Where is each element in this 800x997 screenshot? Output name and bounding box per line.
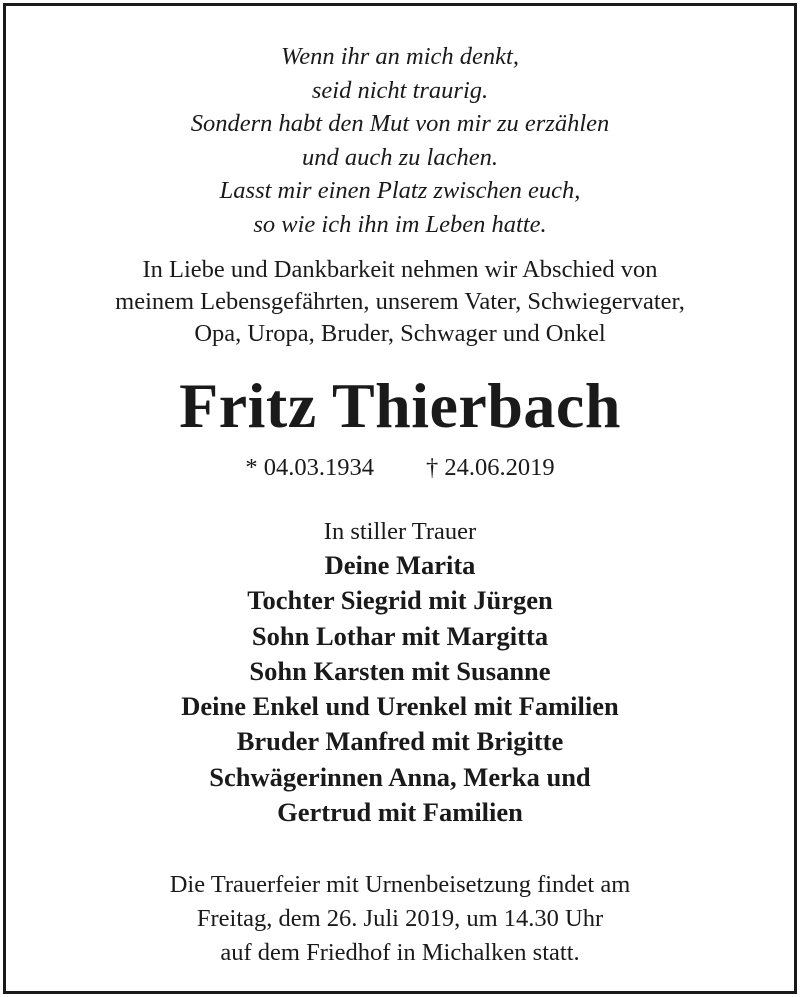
- intro-line: meinem Lebensgefährten, unserem Vater, Schwiegervater,: [115, 288, 685, 315]
- mourning-label: In stiller Trauer: [323, 518, 477, 545]
- service-line: Freitag, dem 26. Juli 2019, um 14.30 Uhr: [196, 905, 604, 932]
- deceased-name: Fritz Thierbach: [179, 370, 621, 441]
- birth-date: * 04.03.1934: [245, 454, 374, 481]
- mourner-line: Deine Marita: [324, 550, 476, 580]
- life-dates: [6, 452, 794, 484]
- poem-line: so wie ich ihn im Leben hatte.: [253, 210, 547, 238]
- intro-line: Opa, Uropa, Bruder, Schwager und Onkel: [194, 320, 606, 347]
- service-line: auf dem Friedhof in Michalken statt.: [220, 939, 580, 966]
- mourners-list: [6, 548, 794, 830]
- mourner-line: Tochter Siegrid mit Jürgen: [247, 585, 553, 616]
- mourner-line: Deine Enkel und Urenkel mit Familien: [181, 691, 619, 722]
- obituary-notice: [3, 3, 797, 994]
- memorial-poem: [6, 40, 794, 241]
- poem-line: seid nicht traurig.: [311, 76, 489, 104]
- intro-line: In Liebe und Dankbarkeit nehmen wir Abschied von: [142, 256, 658, 283]
- service-line: Die Trauerfeier mit Urnenbeisetzung findet am: [169, 871, 631, 898]
- funeral-service-info: [6, 868, 794, 970]
- farewell-intro: [6, 254, 794, 350]
- poem-line: Wenn ihr an mich denkt,: [281, 43, 519, 70]
- death-date: † 24.06.2019: [426, 454, 555, 481]
- poem-line: Lasst mir einen Platz zwischen euch,: [219, 177, 581, 204]
- mourner-line: Sohn Karsten mit Susanne: [249, 655, 551, 686]
- mourner-line: Schwägerinnen Anna, Merka und: [209, 761, 591, 792]
- poem-line: und auch zu lachen.: [302, 143, 498, 171]
- mourner-line: Sohn Lothar mit Margitta: [251, 620, 549, 651]
- mourner-line: Gertrud mit Familien: [277, 797, 523, 828]
- mourner-line: Bruder Manfred mit Brigitte: [236, 726, 564, 757]
- poem-line: Sondern habt den Mut von mir zu erzählen: [190, 110, 610, 137]
